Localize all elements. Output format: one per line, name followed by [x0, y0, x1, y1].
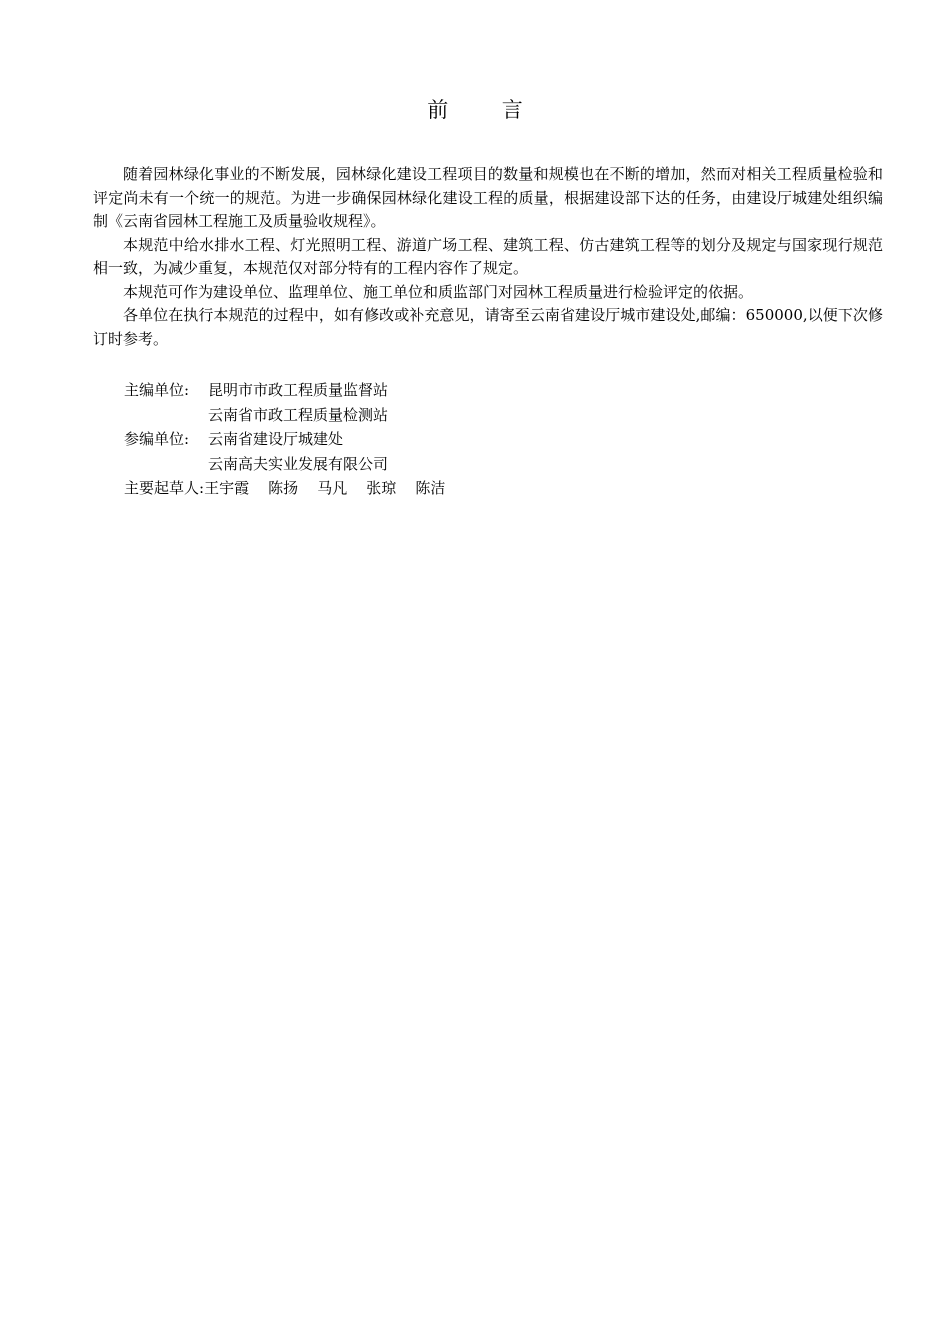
preface-title: 前 言 [427, 98, 523, 122]
chief-editor-row [124, 403, 445, 428]
preface-body [93, 163, 883, 351]
co-editor-row [124, 452, 445, 477]
paragraph: 随着园林绿化事业的不断发展，园林绿化建设工程项目的数量和规模也在不断的增加，然而对相关工程质量检验和评定尚未有一个统一的规范。为进一步确保园林绿化建设工程的质量，根据建设部下达的任务，由建设厅城建处组织编制《云南省园林工程施工及质量验收规程》。 [93, 165, 883, 230]
co-editor-unit: 云南高夫实业发展有限公司 [208, 454, 389, 473]
paragraph: 各单位在执行本规范的过程中，如有修改或补充意见，请寄至云南省建设厅城市建设处,邮编：650000,以便下次修订时参考。 [93, 306, 883, 348]
chief-editor-row [124, 378, 445, 403]
chief-editor-unit: 云南省市政工程质量检测站 [208, 405, 389, 424]
paragraph: 本规范可作为建设单位、监理单位、施工单位和质监部门对园林工程质量进行检验评定的依据。 [123, 282, 754, 301]
drafters-row [124, 476, 445, 501]
co-editor-row [124, 427, 445, 452]
paragraph: 本规范中给水排水工程、灯光照明工程、游道广场工程、建筑工程、仿古建筑工程等的划分及规定与国家现行规范相一致，为减少重复，本规范仅对部分特有的工程内容作了规定。 [93, 235, 883, 277]
chief-editor-unit: 昆明市市政工程质量监督站 [208, 381, 389, 399]
co-editor-unit: 云南省建设厅城建处 [208, 430, 344, 448]
co-editor-label: 参编单位: [124, 430, 190, 448]
drafters-names: 王宇霞 陈扬 马凡 张琼 陈洁 [204, 479, 446, 497]
chief-editor-label: 主编单位: [124, 381, 190, 399]
drafters-label: 主要起草人: [124, 479, 205, 497]
credits-block [124, 378, 445, 501]
